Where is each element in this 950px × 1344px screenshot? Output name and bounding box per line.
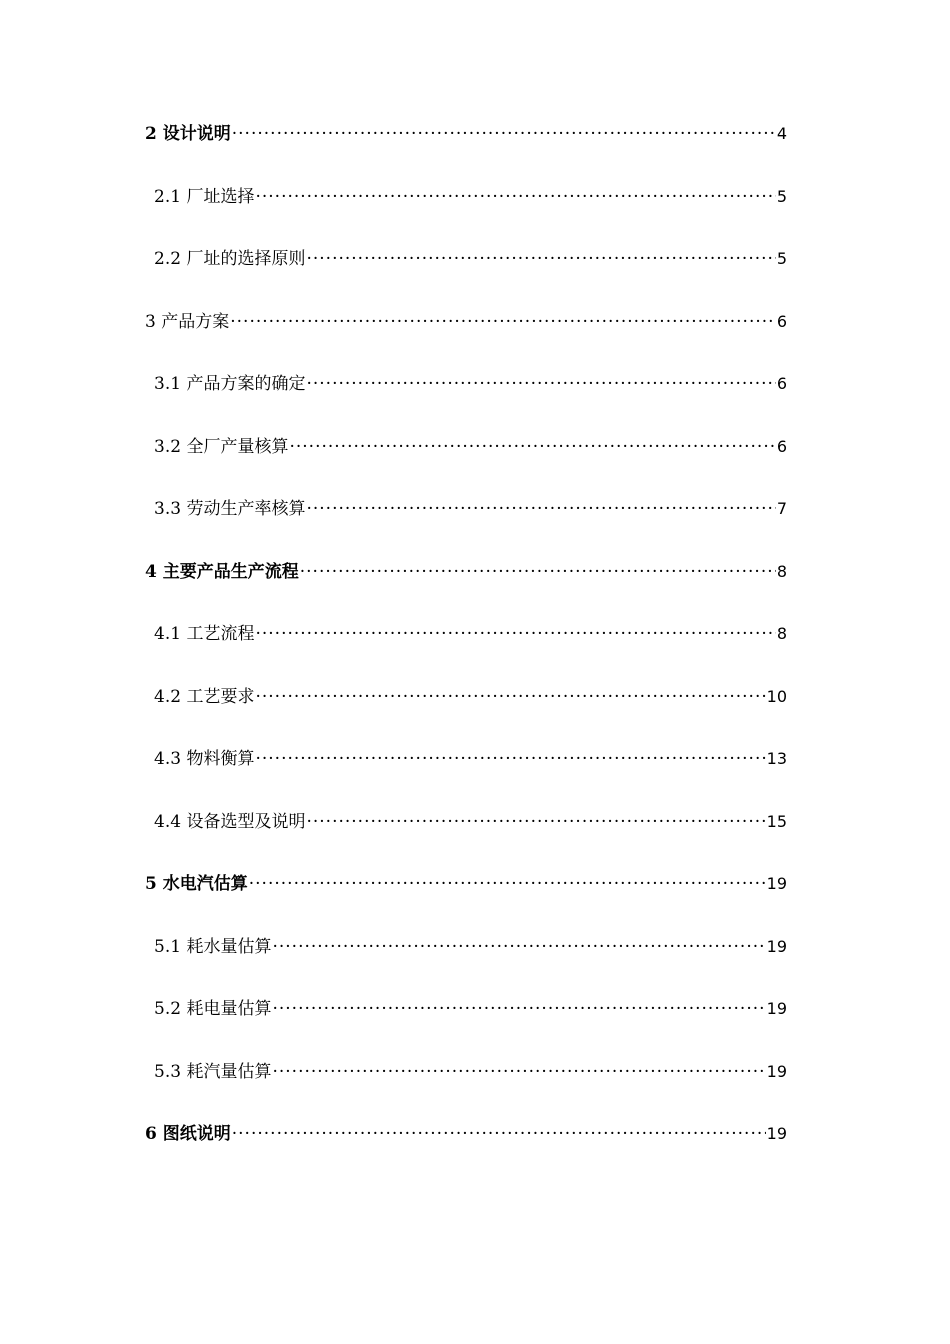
toc-entry-page: 7 [776, 499, 787, 518]
toc-entry[interactable] [154, 1056, 787, 1088]
toc-entry-page: 19 [766, 1124, 787, 1143]
toc-dot-leader [232, 1118, 766, 1150]
toc-entry[interactable] [145, 118, 787, 150]
toc-entry[interactable] [145, 556, 787, 588]
toc-entry-page: 19 [766, 874, 787, 893]
toc-entry-title: 3.3 劳动生产率核算 [154, 499, 306, 519]
toc-dot-leader [306, 493, 775, 525]
toc-entry-title: 3.2 全厂产量核算 [154, 436, 289, 457]
toc-entry-title: 6 图纸说明 [145, 1124, 231, 1144]
toc-dot-leader [306, 243, 775, 275]
toc-entry[interactable] [154, 243, 787, 275]
toc-entry-title: 4.4 设备选型及说明 [154, 811, 306, 832]
toc-entry-page: 8 [776, 624, 787, 643]
toc-entry-title: 5 水电汽估算 [145, 874, 248, 894]
toc-entry[interactable] [154, 368, 787, 400]
toc-entry-title: 5.1 耗水量估算 [154, 936, 272, 957]
toc-entry-title: 2.1 厂址选择 [154, 186, 255, 207]
toc-entry-title: 3.1 产品方案的确定 [154, 374, 306, 394]
toc-entry[interactable] [154, 618, 787, 650]
toc-entry-title: 3 产品方案 [145, 311, 230, 332]
toc-entry-page: 10 [766, 686, 787, 706]
toc-entry[interactable] [154, 681, 787, 713]
toc-entry[interactable] [145, 868, 787, 900]
toc-dot-leader [255, 618, 775, 650]
toc-entry-page: 6 [776, 311, 787, 331]
toc-dot-leader [230, 306, 776, 338]
toc-entry-page: 19 [766, 999, 787, 1018]
toc-dot-leader [289, 431, 775, 463]
toc-entry-page: 8 [776, 561, 787, 581]
toc-entry-page: 4 [776, 124, 787, 143]
toc-entry-page: 5 [776, 186, 787, 206]
toc-dot-leader [306, 368, 775, 400]
toc-dot-leader [272, 931, 765, 963]
toc-entry[interactable] [154, 181, 787, 213]
toc-entry-page: 15 [766, 811, 787, 831]
toc-dot-leader [249, 868, 766, 900]
toc-dot-leader [255, 181, 775, 213]
toc-entry[interactable] [154, 431, 787, 463]
toc-entry[interactable] [145, 1118, 787, 1150]
toc-entry-page: 13 [766, 749, 787, 768]
toc-dot-leader [232, 118, 776, 150]
toc-dot-leader [255, 743, 765, 775]
toc-dot-leader [306, 806, 765, 838]
toc-entry-page: 5 [776, 249, 787, 268]
toc-entry[interactable] [154, 806, 787, 838]
toc-entry[interactable] [145, 306, 787, 338]
toc-entry-page: 6 [776, 436, 787, 456]
toc-entry-title: 5.2 耗电量估算 [154, 999, 272, 1019]
toc-entry-page: 6 [776, 374, 787, 393]
toc-entry[interactable] [154, 743, 787, 775]
toc-entry-title: 4.1 工艺流程 [154, 624, 255, 644]
toc-entry-title: 4 主要产品生产流程 [145, 561, 299, 582]
toc-entry-page: 19 [766, 936, 787, 956]
toc-entry-title: 5.3 耗汽量估算 [154, 1061, 272, 1082]
toc-entry-title: 2.2 厂址的选择原则 [154, 249, 306, 269]
toc-entry-title: 2 设计说明 [145, 124, 231, 144]
toc-entry[interactable] [154, 993, 787, 1025]
toc-entry-title: 4.2 工艺要求 [154, 686, 255, 707]
toc-entry[interactable] [154, 931, 787, 963]
toc-entry[interactable] [154, 493, 787, 525]
toc-dot-leader [272, 1056, 765, 1088]
toc-dot-leader [255, 681, 765, 713]
toc-entry-page: 19 [766, 1061, 787, 1081]
toc-dot-leader [272, 993, 765, 1025]
toc-entry-title: 4.3 物料衡算 [154, 749, 255, 769]
toc-dot-leader [300, 556, 776, 588]
